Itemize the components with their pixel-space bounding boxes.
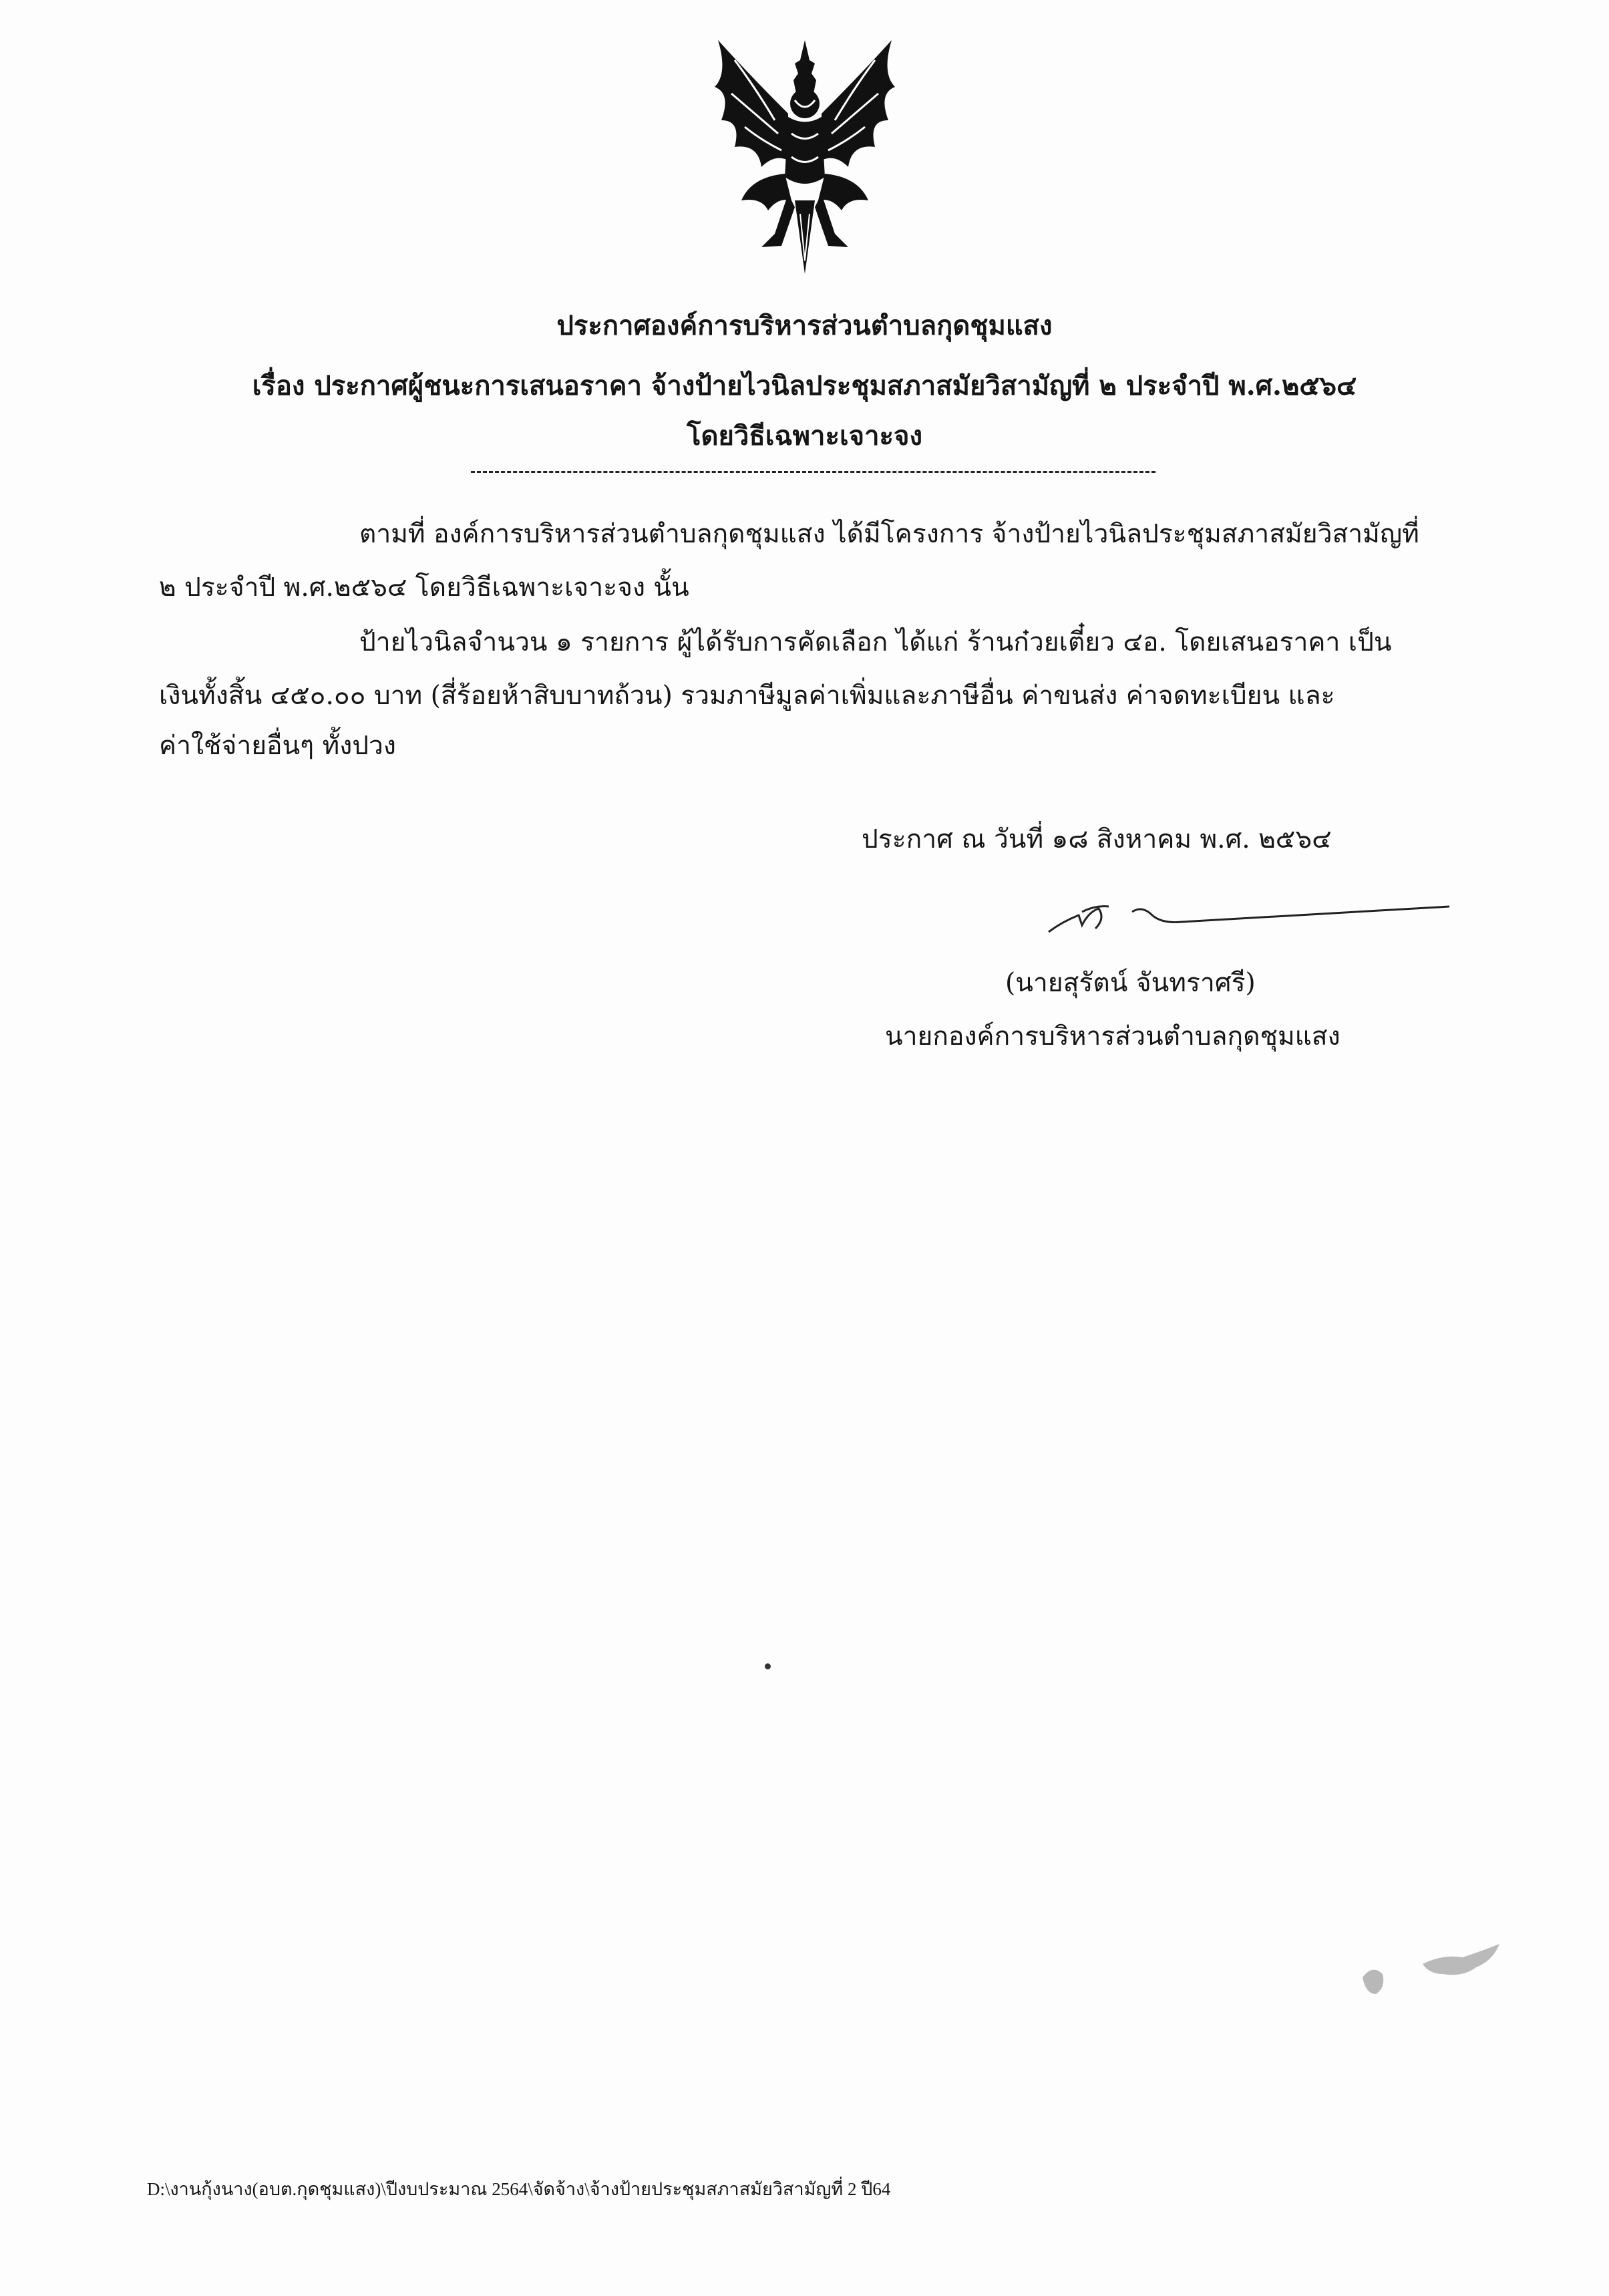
paragraph-1-line-1: ตามที่ องค์การบริหารส่วนตำบลกุดชุมแสง ได้มีโครงการ จ้างป้ายไวนิลประชุมสภาสมัยวิสามัญที่ — [359, 519, 1419, 549]
paragraph-1-line-2: ๒ ประจำปี พ.ศ.๒๕๖๔ โดยวิธีเฉพาะเจาะจง นั้น — [159, 572, 689, 603]
scan-speck — [765, 1663, 771, 1669]
scan-smudges — [1349, 1937, 1509, 2011]
signer-name: (นายสุรัตน์ จันทราศรี) — [1005, 968, 1256, 998]
paragraph-2-line-2: เงินทั้งสิ้น ๔๕๐.๐๐ บาท (สี่ร้อยห้าสิบบาทถ้วน) รวมภาษีมูลค่าเพิ่มและภาษีอื่น ค่าขนส่ง ค่าจดทะเบียน และ — [159, 681, 1335, 711]
procurement-method: โดยวิธีเฉพาะเจาะจง — [686, 420, 923, 452]
divider-line — [471, 471, 1155, 473]
garuda-emblem-icon — [695, 33, 915, 281]
signer-position: นายกองค์การบริหารส่วนตำบลกุดชุมแสง — [885, 1021, 1340, 1051]
handwritten-signature — [1042, 892, 1456, 945]
announcement-title: ประกาศองค์การบริหารส่วนตำบลกุดชุมแสง — [556, 310, 1053, 341]
announcement-date: ประกาศ ณ วันที่ ๑๘ สิงหาคม พ.ศ. ๒๕๖๔ — [862, 824, 1332, 854]
announcement-subject: เรื่อง ประกาศผู้ชนะการเสนอราคา จ้างป้ายไวนิลประชุมสภาสมัยวิสามัญที่ ๒ ประจำปี พ.ศ.๒๕๖๔ — [252, 370, 1357, 401]
paragraph-2-line-1: ป้ายไวนิลจำนวน ๑ รายการ ผู้ได้รับการคัดเลือก ได้แก่ ร้านก๋วยเตี๋ยว ๔อ. โดยเสนอราคา เป็น — [359, 627, 1392, 657]
paragraph-2-line-3: ค่าใช้จ่ายอื่นๆ ทั้งปวง — [159, 731, 396, 761]
file-path-footer: D:\งานกุ้งนาง(อบต.กุดชุมแสง)\ปีงบประมาณ 2564\จัดจ้าง\จ้างป้ายประชุมสภาสมัยวิสามัญที่ 2 ปี64 — [147, 2179, 891, 2199]
